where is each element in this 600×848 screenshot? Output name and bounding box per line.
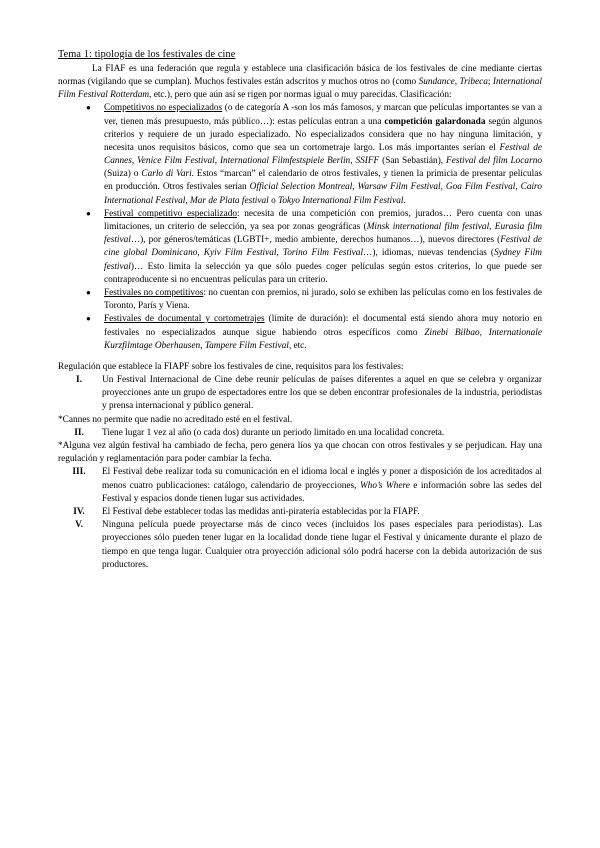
bullet-text-5: , — [350, 156, 356, 167]
festival-name-ssiff: SSIFF — [355, 156, 380, 167]
festival-name-karlovy: Carlo di Vari — [141, 169, 192, 180]
festival-name-sundance: Sundance — [418, 76, 455, 87]
requirement-text-1: El Festival debe realizar toda su comunicación en el idioma local e inglés y poner a disposición de los acreditados al menos cuatro publicaciones: catálogo, calendario de proyecciones, — [102, 467, 542, 491]
bullet-icon: ● — [86, 314, 91, 324]
festival-name-montreal: Official Selection Montreal — [249, 182, 353, 193]
roman-numeral: IV. — [73, 506, 85, 517]
festival-name-sydney: Sydney Film festival — [104, 248, 542, 272]
bullet-icon: ● — [86, 103, 91, 113]
requirement-text: El Festival debe establecer todas las medidas anti-piratería establecidas por la FIAPF. — [102, 506, 420, 517]
bullet-text-10: , — [440, 182, 446, 193]
bullet-heading: Festival competitivo especializado — [104, 208, 238, 219]
document-body — [58, 48, 542, 572]
requirements-list — [58, 427, 542, 440]
festival-name-minsk: Minsk international film festival — [366, 222, 490, 233]
bullet-text-14: . — [403, 195, 406, 206]
bullet-text-6: …), idiomas, nuevas tendencias ( — [363, 248, 494, 259]
bullet-icon: ● — [86, 208, 91, 218]
requirement-text: Ninguna película puede proyectarse más de cinco veces (incluidos los pases especiales para periodistas). Las proyecciones sólo pueden tener lugar en la localidad donde tiene lugar el Festival y únicamente durante el plazo de tiempo en que tenga lugar. Cualquier otra proyección adicional sólo podrá hacerse con la debida autorización de sus productores. — [102, 520, 542, 570]
festival-name-warsaw: Warsaw Film Festival — [357, 182, 441, 193]
roman-numeral: I. — [76, 375, 82, 386]
publication-name-whos-where: Who’s Where — [359, 480, 410, 491]
regulation-intro: Regulación que establece la FIAPF sobre los festivales de cine, requisitos para los festivales: — [58, 361, 404, 372]
list-item — [58, 374, 542, 414]
intro-paragraph — [58, 63, 542, 103]
bullet-text-2: , — [479, 327, 489, 338]
intro-text-2: , — [454, 76, 460, 87]
bullet-text-4: , etc. — [288, 340, 307, 351]
intro-text-3: ; — [487, 76, 493, 87]
bullet-text-8: . Estos “marcan” el calendario de otros festivales, y tienen la primicia de presentar películas en producción. Otros festivales serían — [104, 169, 542, 193]
festival-name-tokyo: Tokyo International Film Festival — [278, 195, 404, 206]
festival-name-locarno: Festival del film Locarno — [446, 156, 542, 167]
roman-numeral: III. — [72, 467, 86, 478]
bullet-text-13: o — [268, 195, 279, 206]
bullet-text-1: (límite de duración): el documental está siendo ahora muy notorio en festivales no especializados aunque sigue habiendo otros específicos como — [104, 314, 542, 338]
roman-numeral: II. — [74, 427, 84, 438]
festival-name-goa: Goa Film Festival — [445, 182, 516, 193]
bullet-text-6: (San Sebastián), — [379, 156, 447, 167]
requirement-text: Un Festival Internacional de Cine debe reunir películas de países diferentes a aquel en que se celebra y organizar proyecciones ante un grupo de espectadores entre los que se deben encontrar profesionales de la industria, periodistas y prensa internacional y público general. — [102, 375, 542, 412]
bullet-text-3: …), por géneros/temáticas (LGBTI+, medio ambiente, derechos humanos…), nuevos directores ( — [130, 235, 501, 246]
bullet-text-11: , — [515, 182, 521, 193]
list-item — [58, 519, 542, 572]
bullet-text-2: , — [489, 222, 495, 233]
intro-text-1: La FIAF es una federación que regula y establece una clasificación básica de los festivales de cine mediante ciertas normas (vigilando que se cumplan). Muchos festivales están adscritos y muchos otros no (como — [58, 63, 542, 87]
requirement-text-2: e información sobre las sedes del Festival y espacios donde tienen lugar sus actividades. — [102, 480, 543, 504]
festival-name-oberhausen: Internationale Kurzfilmtage Oberhausen — [104, 327, 542, 351]
bullet-text-5: , — [276, 248, 283, 259]
list-item — [58, 313, 542, 353]
festival-name-eurasia: Eurasia film festival — [104, 222, 542, 246]
festival-name-rotterdam: International Film Festival Rotterdam — [58, 76, 542, 101]
bullet-text-4: , — [214, 156, 220, 167]
intro-text-4: , etc.), pero que aún así se rigen por normas igual o muy parecidas. Clasificación: — [149, 90, 452, 101]
list-item — [58, 466, 542, 506]
festival-name-tampere: Tampere Film Festival — [204, 340, 289, 351]
bullet-heading: Competitivos no especializados — [104, 103, 223, 114]
bullet-text-7: )… Esto limita la selección ya que sólo puedes coger películas según estos criterios, lo que puede ser contraproducente si no encuentras películas para un criterio. — [104, 261, 542, 285]
bullet-text-9: , — [352, 182, 358, 193]
footnote-cannes: *Cannes no permite que nadie no acreditado esté en el festival. — [58, 414, 293, 425]
list-item — [58, 506, 542, 519]
list-item — [58, 427, 542, 440]
bullet-text-3: , — [200, 340, 205, 351]
festival-name-torino: Torino Film Festival — [282, 248, 364, 259]
classification-list — [58, 102, 542, 353]
roman-numeral: V. — [75, 520, 83, 531]
bullet-bold-1: competición galardonada — [384, 116, 486, 127]
footnote-fecha: *Alguna vez algún festival ha cambiado de fecha, pero genera líos ya que chocan con otros festivales y se perjudican. Hay una regulación y reglamentación para poder cambiar la fecha. — [58, 441, 542, 465]
bullet-text-4: , — [197, 248, 204, 259]
festival-name-berlin: International Filmfestspiele Berlin — [219, 156, 351, 167]
festival-name-venice: Venice Film Festival — [137, 156, 215, 167]
bullet-text-1: : no cuentan con premios, ni jurado, solo se exhiben las películas como en los festivales de Toronto, París y Viena. — [104, 287, 543, 312]
bullet-text-3: , — [131, 156, 138, 167]
bullet-text-1: : necesita de una competición con premios, jurados… Pero cuenta con unas limitaciones, un criterio de selección, ya sea por zonas geográficas ( — [104, 208, 542, 233]
list-item — [58, 102, 542, 208]
requirements-list — [58, 466, 542, 572]
bullet-heading: Festivales no competitivos — [104, 287, 204, 298]
bullet-icon: ● — [86, 287, 91, 297]
festival-name-tribeca: Tribeca — [459, 76, 488, 87]
bullet-text-2: según algunos criterios y requiere de un jurado especializado. No especializados considera que no hay ninguna limitación, y necesita unos requisitos básicos, como que sea un cortometraje largo. Los más importantes serían el — [104, 116, 543, 153]
festival-name-dominicano: Festival de cine global Dominicano — [104, 235, 542, 259]
section-spacer — [58, 353, 542, 361]
list-item — [58, 208, 542, 287]
festival-name-cannes: Festival de Cannes — [104, 142, 543, 167]
bullet-heading: Festivales de documental y cortometrajes — [104, 314, 265, 325]
bullet-text-7: (Suiza) o — [104, 169, 142, 180]
festival-name-mardelplata: Mar de Plata festival — [190, 195, 269, 206]
bullet-text-12: , — [185, 195, 190, 206]
festival-name-zinebi: Zinebi Bilbao — [424, 327, 480, 338]
list-item — [58, 287, 542, 313]
requirement-text: Tiene lugar 1 vez al año (o cada dos) durante un periodo limitado en una localidad concreta. — [102, 427, 445, 438]
bullet-text-1: (o de categoría A -son los más famosos, y marcan que películas importantes se van a ver, tienen más presupuesto, más público…): estas películas entran a una — [104, 103, 542, 127]
requirements-list — [58, 374, 542, 414]
festival-name-cairo: Cairo International Festival — [104, 182, 542, 206]
festival-name-kyiv: Kyiv Film Festival — [203, 248, 277, 259]
page-title: Tema 1: tipología de los festivales de cine — [58, 49, 236, 60]
